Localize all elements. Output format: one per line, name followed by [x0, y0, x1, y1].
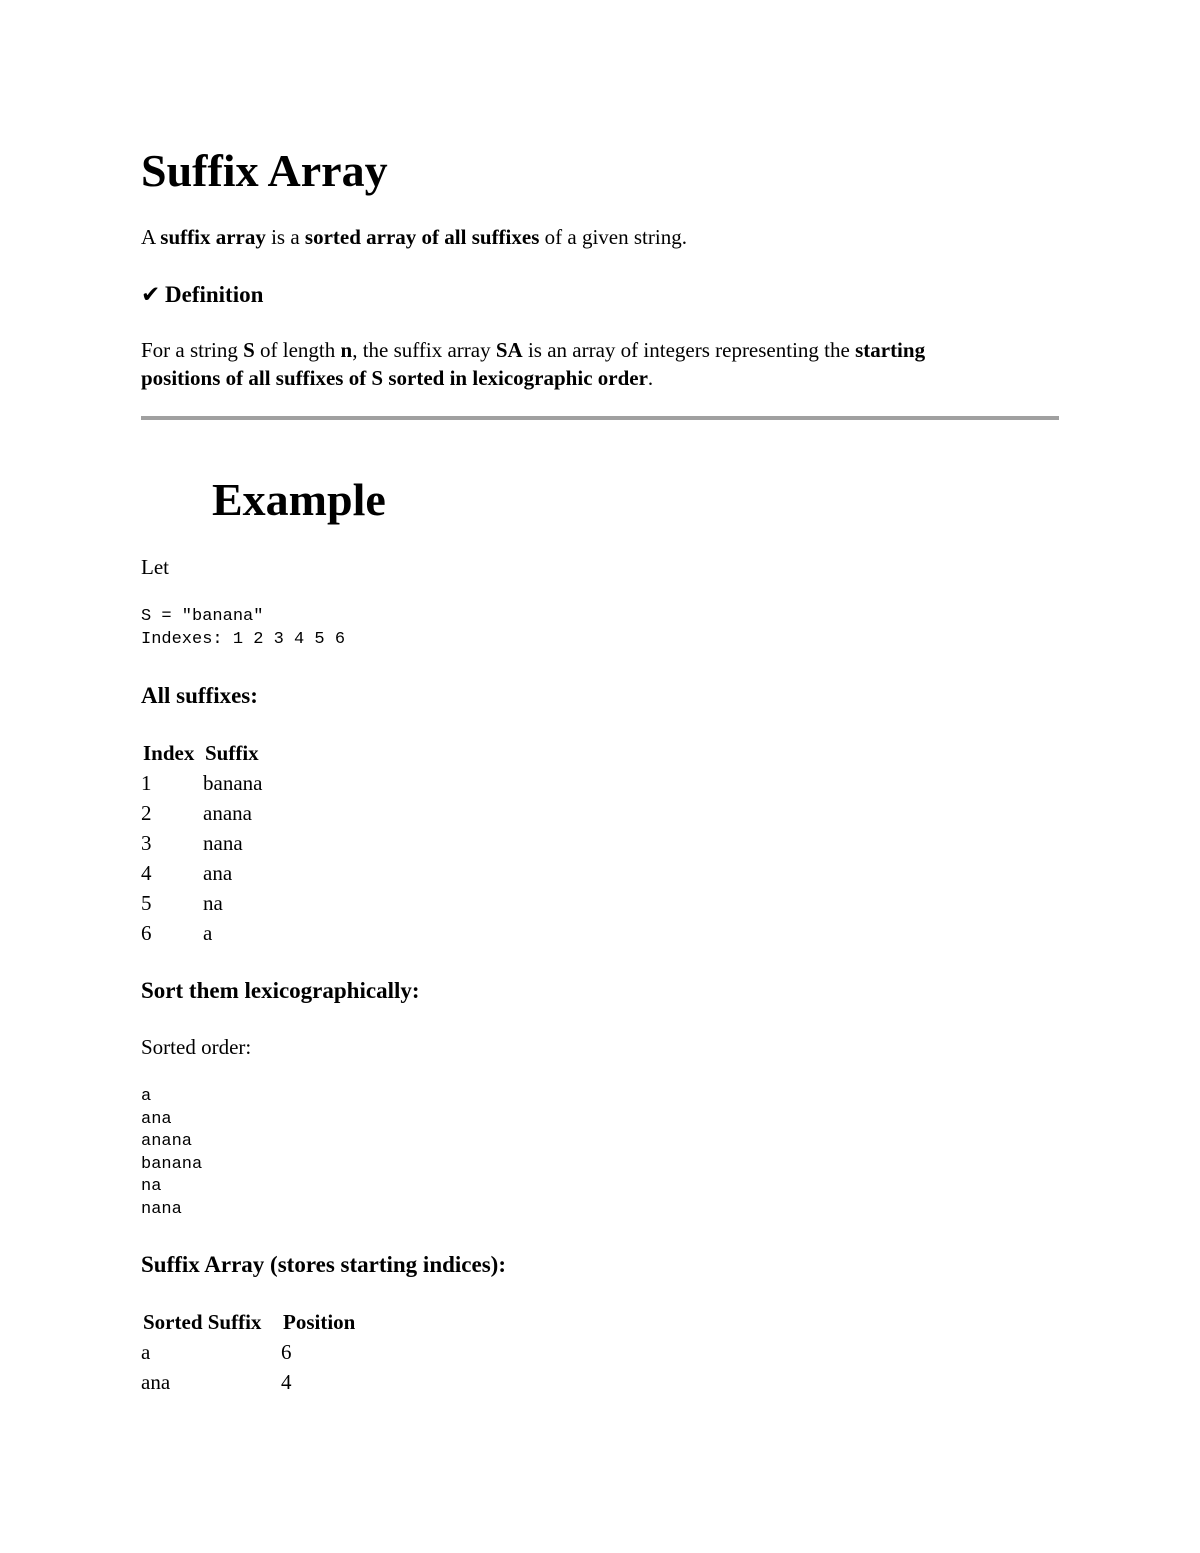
definition-paragraph-line2: [141, 364, 653, 392]
definition-text: is an array of integers representing the: [522, 338, 856, 362]
table-row: [141, 798, 266, 828]
definition-text: of length: [254, 338, 341, 362]
intro-text: A: [141, 225, 161, 249]
table-header: Index: [143, 740, 195, 765]
table-cell: na: [203, 890, 223, 915]
table-cell: 4: [281, 1369, 292, 1394]
intro-paragraph: [141, 223, 687, 251]
intro-text: is a: [265, 225, 305, 249]
all-suffixes-table: [141, 738, 266, 948]
table-row: [141, 768, 266, 798]
example-heading: Example: [212, 474, 386, 525]
definition-text: , the suffix array: [352, 338, 496, 362]
table-cell: 6: [141, 920, 152, 945]
table-header-row: [141, 738, 266, 768]
all-suffixes-heading: All suffixes:: [141, 683, 258, 708]
definition-bold-phrase: positions of all suffixes of S sorted in lexicographic order: [141, 366, 648, 390]
table-cell: 1: [141, 770, 152, 795]
table-cell: a: [141, 1339, 151, 1364]
check-icon: ✔: [141, 281, 161, 307]
table-cell: 5: [141, 890, 152, 915]
page-title: Suffix Array: [141, 145, 388, 196]
table-cell: ana: [141, 1369, 171, 1394]
definition-bold-n: n: [340, 338, 353, 362]
definition-heading: [141, 279, 263, 310]
table-header: Suffix: [205, 740, 259, 765]
definition-text: .: [647, 366, 654, 390]
let-text: Let: [141, 555, 169, 579]
sort-heading: Sort them lexicographically:: [141, 978, 420, 1003]
table-cell: ana: [203, 860, 233, 885]
intro-bold-term: suffix array: [160, 225, 266, 249]
table-cell: anana: [203, 800, 252, 825]
table-row: [141, 1367, 359, 1397]
table-header: Sorted Suffix: [143, 1309, 262, 1334]
definition-bold-starting: starting: [855, 338, 926, 362]
intro-text: of a given string.: [539, 225, 687, 249]
horizontal-rule: [141, 416, 1059, 420]
table-row: [141, 828, 266, 858]
table-row: [141, 918, 266, 948]
intro-bold-phrase: sorted array of all suffixes: [304, 225, 540, 249]
definition-text: For a string: [141, 338, 244, 362]
table-row: [141, 1337, 359, 1367]
definition-heading-text: Definition: [165, 282, 264, 307]
table-cell: 4: [141, 860, 152, 885]
table-cell: 3: [141, 830, 152, 855]
table-row: [141, 858, 266, 888]
definition-bold-s: S: [243, 338, 255, 362]
table-cell: 6: [281, 1339, 292, 1364]
sorted-order-label: Sorted order:: [141, 1035, 252, 1059]
table-header: Position: [283, 1309, 356, 1334]
table-row: [141, 888, 266, 918]
table-cell: a: [203, 920, 213, 945]
suffix-array-table: [141, 1307, 359, 1397]
table-cell: nana: [203, 830, 243, 855]
suffix-array-heading: Suffix Array (stores starting indices):: [141, 1252, 506, 1277]
code-block-string: S = "banana" Indexes: 1 2 3 4 5 6: [141, 607, 346, 649]
table-cell: 2: [141, 800, 152, 825]
table-header-row: [141, 1307, 359, 1337]
code-block-sorted: a ana anana banana na nana: [141, 1087, 203, 1219]
definition-paragraph-line1: [141, 336, 925, 364]
definition-bold-sa: SA: [495, 338, 523, 362]
table-cell: banana: [203, 770, 263, 795]
